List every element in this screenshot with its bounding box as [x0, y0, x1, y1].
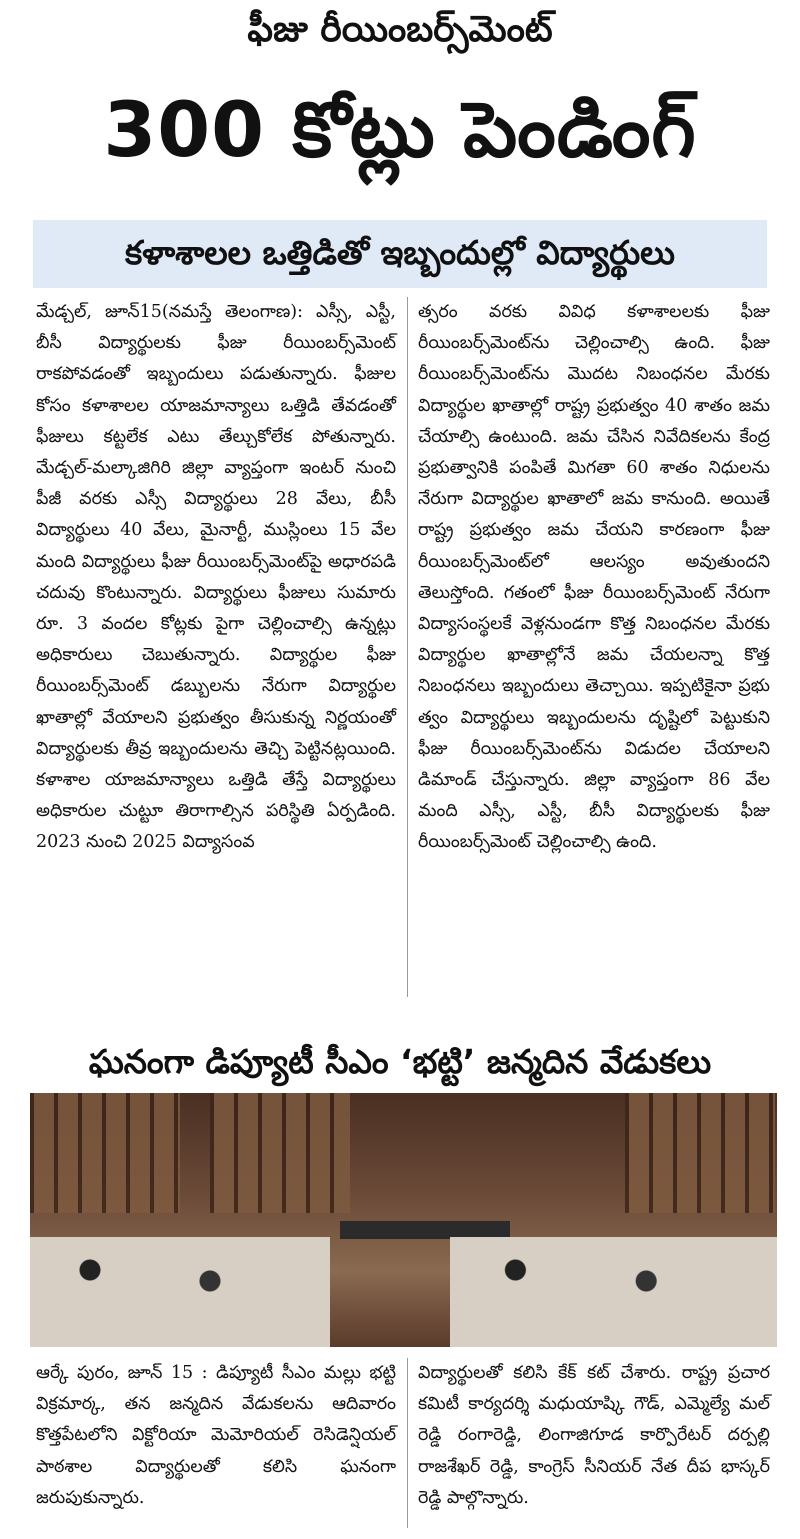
bookshelf-right	[625, 1093, 775, 1213]
story2-body-left	[36, 1358, 396, 1514]
article-subhead: కళాశాలల ఒత్తిడితో ఇబ్బందుల్లో విద్యార్థులు	[125, 233, 675, 272]
column-divider	[407, 297, 408, 997]
bookshelf-center	[210, 1093, 350, 1213]
event-photo	[30, 1093, 777, 1347]
audience-left	[30, 1237, 330, 1347]
article-body-left	[36, 297, 396, 859]
story2-body-left-text: ఆర్కే పురం, జూన్ 15 : డిప్యూటీ సీఎం మల్లు భట్టి విక్రమార్క, తన జన్మదిన వేడుకలను ఆదివారం కొత్తపేటలోని విక్టోరియా మెమోరియల్ రెసిడెన్షియల్ పాఠశాల విద్యార్థులతో కలిసి ఘనంగా జరుపుకున్నారు.	[36, 1363, 396, 1508]
column-divider-2	[407, 1358, 408, 1528]
article-body-right-text: త్సరం వరకు వివిధ కళాశాలలకు ఫీజు రీయింబర్స్‌మెంట్‌ను చెల్లించాల్సి ఉంది. ఫీజు రీయింబర్స్‌మెంట్‌ను మొదట నిబంధనల మేరకు విద్యార్థుల ఖాతాల్లో రాష్ట్ర ప్రభుత్వం 40 శాతం జమ చేయాల్సి ఉంటుంది. జమ చేసిన నివేదికలను కేంద్ర ప్రభుత్వానికి పంపితే మిగతా 60 శాతం నిధులను నేరుగా విద్యార్థుల ఖాతాలో జమ కానుంది. అయితే రాష్ట్ర ప్రభుత్వం జమ చేయని కారణంగా ఫీజు రీయింబర్స్‌మెంట్‌లో ఆలస్యం అవుతుందని తెలుస్తోంది. గతంలో ఫీజు రీయింబర్స్‌మెంట్ నేరుగా విద్యాసంస్థలకే వెళ్లనుండగా కొత్త నిబంధనల మేరకు విద్యార్థుల ఖాతాల్లోనే జమ చేయలన్నా కొత్త నిబంధనలు ఇబ్బందులు తెచ్చాయి. ఇప్పటికైనా ప్రభు త్వం విద్యార్థులు ఇబ్బందులను దృష్టిలో పెట్టుకుని ఫీజు రీయింబర్స్‌మెంట్‌ను విడుదల చేయాలని డిమాండ్ చేస్తున్నారు. జిల్లా వ్యాప్తంగా 86 వేల మంది ఎస్సీ, ఎస్టీ, బీసీ విద్యార్థులకు ఫీజు రీయింబర్స్‌మెంట్ చెల్లించాల్సి ఉంది.	[418, 302, 770, 853]
story2-body-right-text: విద్యార్థులతో కలిసి కేక్ కట్ చేశారు. రాష్ట్ర ప్రచార కమిటీ కార్యదర్శి మధుయాష్కి గౌడ్, ఎమ్మెల్యే మల్ రెడ్డి రంగారెడ్డి, లింగాజిగూడ కార్పొరేటర్ దర్పల్లి రాజశేఖర్ రెడ్డి, కాంగ్రెస్ సీనియర్ నేత దీప భాస్కర్ రెడ్డి పాల్గొన్నారు.	[418, 1363, 770, 1508]
story2-headline: ఘనంగా డిప్యూటీ సీఎం ‘భట్టి’ జన్మదిన వేడుకలు	[88, 1042, 712, 1081]
article-kicker: ఫీజు రీయింబర్స్‌మెంట్	[247, 9, 553, 50]
bookshelf-left	[30, 1093, 180, 1213]
audience-right	[450, 1237, 777, 1347]
story2-body-right	[418, 1358, 770, 1514]
article-body-right	[418, 297, 770, 859]
article-body-left-text: మేడ్చల్, జూన్15(నమస్తే తెలంగాణ): ఎస్సీ, ఎస్టీ, బీసీ విద్యార్థులకు ఫీజు రీయింబర్స్‌మెంట్ రాకపోవడంతో ఇబ్బందులు పడుతున్నారు. ఫీజుల కోసం కళాశాలల యాజమాన్యాలు ఒత్తిడి తేవడంతో ఫీజులు కట్టలేక ఎటు తేల్చుకోలేక పోతున్నారు. మేడ్చల్-మల్కాజిగిరి జిల్లా వ్యాప్తంగా ఇంటర్ నుంచి పీజీ వరకు ఎస్సీ విద్యార్థులు 28 వేలు, బీసీ విద్యార్థులు 40 వేలు, మైనార్టీ, ముస్లింలు 15 వేల మంది విద్యార్థులు ఫీజు రీయింబర్స్‌మెంట్‌పై అధారపడి చదువు కొంటున్నారు. విద్యార్థులు ఫీజులు సుమారు రూ. 3 వందల కోట్లకు పైగా చెల్లించాల్సి ఉన్నట్లు అధికారులు చెబుతున్నారు. విద్యార్థుల ఫీజు రీయింబర్స్‌మెంట్ డబ్బులను నేరుగా విద్యార్థుల ఖాతాల్లో వేయాలని ప్రభుత్వం తీసుకున్న నిర్ణయంతో విద్యార్థులకు తీవ్ర ఇబ్బందులను తెచ్చి పెట్టినట్లయింది. కళాశాల యాజమాన్యాలు ఒత్తిడి తేస్తే విద్యార్థులు అధికారుల చుట్టూ తిరాగాల్సిన పరిస్థితి ఏర్పడింది. 2023 నుంచి 2025 విద్యాసంవ	[36, 302, 396, 853]
article-headline: 300 కోట్లు పెండింగ్	[103, 85, 697, 174]
